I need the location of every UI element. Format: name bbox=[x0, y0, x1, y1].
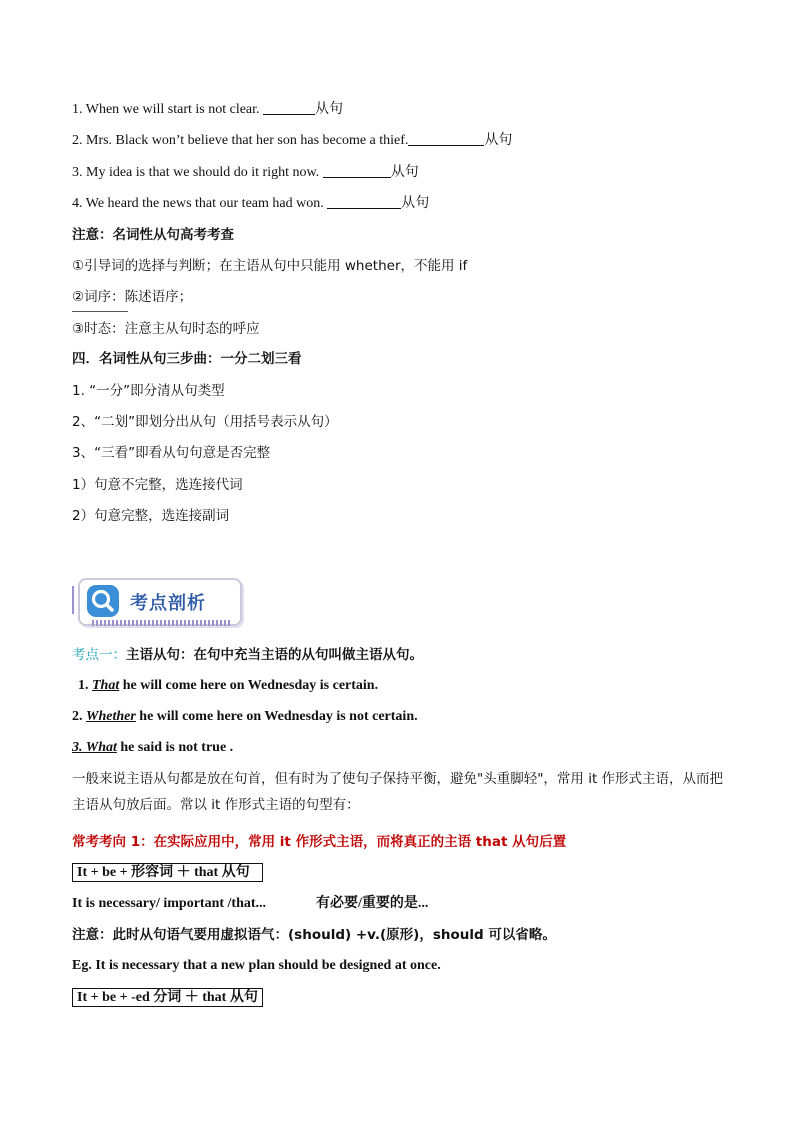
explanation-paragraph: 一般来说主语从句都是放在句首，但有时为了使句子保持平衡，避免"头重脚轻"，常用 it 作形式主语，从而把主语从句放后面。常以 it 作形式主语的句型有： bbox=[72, 771, 724, 813]
answer-blank[interactable] bbox=[323, 163, 391, 178]
note-3: ③时态：注意主从句时态的呼应 bbox=[72, 321, 260, 337]
section4-step-4: 1）句意不完整，选连接代词 bbox=[72, 477, 243, 493]
notes-heading: 注意：名词性从句高考考查 bbox=[72, 227, 234, 243]
pattern-2: It + be + -ed 分词 ＋ that 从句 bbox=[72, 988, 263, 1008]
example-3: 3. My idea is that we should do it right now. 从句 bbox=[72, 165, 419, 180]
example-4: 4. We heard the news that our team had won. 从句 bbox=[72, 196, 430, 211]
kaodian1-heading: 考点一：主语从句：在句中充当主语的从句叫做主语从句。 bbox=[72, 647, 423, 663]
magnifier-icon bbox=[86, 584, 120, 618]
answer-blank[interactable] bbox=[263, 100, 315, 115]
example-adj: It is necessary/ important /that... 有必要/重要的是... bbox=[72, 896, 429, 911]
subject-example-2: 2. Whether he will come here on Wednesday is not certain. bbox=[72, 709, 418, 724]
note-2: ②词序：陈述语序； bbox=[72, 289, 193, 305]
note-1: ①引导词的选择与判断；在主语从句中只能用 whether，不能用 if bbox=[72, 258, 468, 274]
subjunctive-note: 注意：此时从句语气要用虚拟语气：(should) +v.(原形)，should 可以省略。 bbox=[72, 927, 556, 943]
direction-1: 常考考向 1：在实际应用中，常用 it 作形式主语，而将真正的主语 that 从句后置 bbox=[72, 834, 567, 850]
subject-example-1: 1. That he will come here on Wednesday is certain. bbox=[78, 678, 379, 693]
subject-example-3: 3. What he said is not true . bbox=[72, 740, 234, 755]
kaodian-banner bbox=[72, 576, 244, 628]
example-1: 1. When we will start is not clear. 从句 bbox=[72, 102, 344, 117]
example-2: 2. Mrs. Black won’t believe that her son has become a thief. 从句 bbox=[72, 133, 513, 148]
section4-step-2: 2、“二划”即划分出从句（用括号表示从句） bbox=[72, 414, 338, 430]
section4-heading: 四．名词性从句三步曲：一分二划三看 bbox=[72, 351, 302, 367]
answer-blank[interactable] bbox=[408, 131, 484, 146]
answer-blank[interactable] bbox=[327, 194, 401, 209]
eg-sentence: Eg. It is necessary that a new plan should be designed at once. bbox=[72, 958, 441, 973]
divider bbox=[72, 311, 128, 312]
section4-step-1: 1. “一分”即分清从句类型 bbox=[72, 383, 225, 399]
banner-label: 考点剖析 bbox=[130, 593, 206, 614]
section4-step-3: 3、“三看”即看从句句意是否完整 bbox=[72, 445, 271, 461]
pattern-1: It + be + 形容词 ＋ that 从句 bbox=[72, 863, 263, 883]
section4-step-5: 2）句意完整，选连接副词 bbox=[72, 508, 230, 524]
